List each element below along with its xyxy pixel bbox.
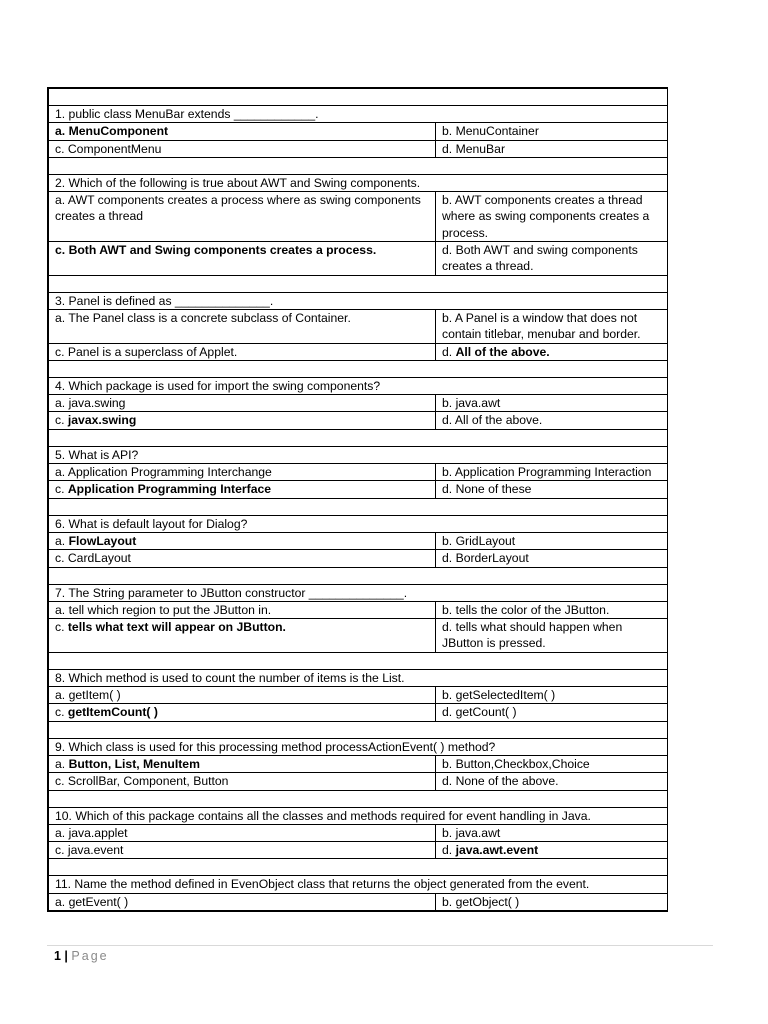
- answer-option: [436, 601, 668, 618]
- option-text: java.awt: [455, 825, 501, 840]
- option-letter: d.: [442, 620, 456, 635]
- option-letter: a.: [55, 465, 68, 480]
- option-letter: c.: [55, 705, 68, 720]
- option-text: Application Programming Interchange: [67, 465, 272, 480]
- option-text: Both AWT and Swing components creates a process.: [68, 243, 377, 258]
- spacer-cell: [49, 360, 668, 377]
- page-footer: [54, 948, 109, 964]
- answer-row: [49, 619, 668, 653]
- option-letter: d.: [442, 705, 456, 720]
- option-letter: a.: [55, 825, 69, 840]
- question-text: 6. What is default layout for Dialog?: [49, 515, 668, 532]
- option-text: FlowLayout: [68, 533, 137, 548]
- option-letter: b.: [442, 465, 455, 480]
- question-row: [49, 446, 668, 463]
- question-row: [49, 292, 668, 309]
- question-row: [49, 876, 668, 893]
- spacer-row: [49, 652, 668, 669]
- option-text: CardLayout: [67, 551, 131, 566]
- answer-option: [436, 824, 668, 841]
- question-row: [49, 377, 668, 394]
- answer-option: [436, 619, 668, 653]
- answer-row: [49, 842, 668, 859]
- option-letter: b.: [442, 756, 456, 771]
- answer-row: [49, 687, 668, 704]
- option-text: AWT components creates a thread where as swing components creates a process.: [442, 193, 650, 240]
- footer-divider: [47, 945, 713, 946]
- answer-row: [49, 550, 668, 567]
- option-text: Application Programming Interaction: [454, 465, 652, 480]
- answer-option: [436, 140, 668, 157]
- answer-option: [49, 309, 436, 343]
- answer-row: [49, 532, 668, 549]
- option-letter: a.: [55, 602, 69, 617]
- option-letter: c.: [55, 243, 69, 258]
- option-text: javax.swing: [67, 413, 137, 428]
- option-letter: b.: [442, 894, 456, 909]
- option-letter: a.: [55, 688, 69, 703]
- question-text: 5. What is API?: [49, 446, 668, 463]
- answer-row: [49, 704, 668, 721]
- option-text: Button,Checkbox,Choice: [455, 756, 590, 771]
- question-row: [49, 106, 668, 123]
- answer-option: [436, 192, 668, 242]
- option-text: None of these: [455, 482, 532, 497]
- answer-option: [436, 550, 668, 567]
- answer-option: [49, 464, 436, 481]
- option-text: ScrollBar, Component, Button: [67, 774, 229, 789]
- answer-row: [49, 601, 668, 618]
- option-letter: c.: [55, 413, 68, 428]
- answer-option: [436, 755, 668, 772]
- answer-row: [49, 755, 668, 772]
- answer-row: [49, 343, 668, 360]
- question-row: [49, 669, 668, 686]
- answer-row: [49, 481, 668, 498]
- answer-row: [49, 123, 668, 140]
- option-text: java.event: [67, 843, 124, 858]
- option-letter: b.: [442, 396, 456, 411]
- spacer-cell: [49, 157, 668, 174]
- question-text: 9. Which class is used for this processing method processActionEvent( ) method?: [49, 738, 668, 755]
- answer-row: [49, 893, 668, 910]
- answer-option: [49, 395, 436, 412]
- option-letter: c.: [55, 551, 68, 566]
- spacer-row: [49, 721, 668, 738]
- spacer-cell: [49, 498, 668, 515]
- option-text: Application Programming Interface: [67, 482, 272, 497]
- option-text: Panel is a superclass of Applet.: [67, 344, 238, 359]
- option-text: ComponentMenu: [67, 141, 162, 156]
- option-letter: b.: [442, 688, 456, 703]
- option-text: tells what text will appear on JButton.: [67, 620, 286, 635]
- option-letter: c.: [55, 482, 68, 497]
- answer-option: [436, 123, 668, 140]
- answer-option: [49, 343, 436, 360]
- answer-option: [49, 755, 436, 772]
- spacer-cell: [49, 721, 668, 738]
- answer-option: [436, 395, 668, 412]
- question-text: 11. Name the method defined in EvenObject class that returns the object generated from the event.: [49, 876, 668, 893]
- option-text: BorderLayout: [455, 551, 529, 566]
- option-text: java.swing: [68, 396, 126, 411]
- answer-option: [49, 824, 436, 841]
- option-letter: a.: [55, 894, 69, 909]
- option-text: GridLayout: [455, 533, 516, 548]
- option-letter: b.: [442, 533, 456, 548]
- option-text: getEvent( ): [68, 894, 129, 909]
- option-text: getObject( ): [455, 894, 520, 909]
- question-text: 3. Panel is defined as ______________.: [49, 292, 668, 309]
- answer-row: [49, 412, 668, 429]
- answer-option: [49, 893, 436, 910]
- option-text: getSelectedItem( ): [455, 688, 556, 703]
- option-text: AWT components creates a process where as swing components creates a thread: [55, 193, 421, 224]
- question-row: [49, 738, 668, 755]
- page-separator: |: [60, 949, 72, 963]
- answer-option: [436, 481, 668, 498]
- option-text: MenuContainer: [455, 124, 539, 139]
- option-text: tells the color of the JButton.: [455, 602, 610, 617]
- quiz-table-container: [47, 87, 668, 912]
- option-letter: a.: [55, 310, 69, 325]
- answer-row: [49, 309, 668, 343]
- option-letter: d.: [442, 141, 456, 156]
- option-text: MenuComponent: [68, 124, 169, 139]
- question-text: 8. Which method is used to count the number of items is the List.: [49, 669, 668, 686]
- option-text: All of the above.: [455, 344, 550, 359]
- option-text: All of the above.: [454, 413, 543, 428]
- option-text: getCount( ): [455, 705, 517, 720]
- option-letter: c.: [55, 774, 68, 789]
- option-text: tells what should happen when JButton is pressed.: [442, 620, 623, 651]
- answer-option: [436, 309, 668, 343]
- spacer-cell: [49, 429, 668, 446]
- spacer-cell: [49, 652, 668, 669]
- quiz-table: [48, 88, 668, 911]
- answer-option: [436, 687, 668, 704]
- answer-option: [49, 773, 436, 790]
- question-text: 7. The String parameter to JButton constructor ______________.: [49, 584, 668, 601]
- spacer-row: [49, 429, 668, 446]
- option-text: java.awt: [455, 396, 501, 411]
- answer-option: [49, 532, 436, 549]
- option-letter: d.: [442, 551, 456, 566]
- question-row: [49, 174, 668, 191]
- spacer-row: [49, 89, 668, 106]
- answer-option: [49, 704, 436, 721]
- spacer-cell: [49, 275, 668, 292]
- spacer-cell: [49, 89, 668, 106]
- answer-row: [49, 192, 668, 242]
- option-letter: d.: [442, 344, 456, 359]
- option-letter: a.: [55, 193, 68, 208]
- option-text: A Panel is a window that does not contain titlebar, menubar and border.: [442, 310, 641, 342]
- answer-option: [436, 343, 668, 360]
- option-text: Button, List, MenuItem: [68, 756, 200, 771]
- option-letter: a.: [55, 124, 69, 139]
- option-letter: c.: [55, 620, 68, 635]
- answer-option: [49, 412, 436, 429]
- spacer-row: [49, 275, 668, 292]
- answer-row: [49, 242, 668, 276]
- option-letter: b.: [442, 602, 456, 617]
- option-text: MenuBar: [455, 141, 506, 156]
- page-number: 1: [54, 949, 61, 963]
- option-letter: b.: [442, 310, 455, 325]
- question-text: 2. Which of the following is true about AWT and Swing components.: [49, 174, 668, 191]
- option-letter: d.: [442, 774, 456, 789]
- spacer-cell: [49, 859, 668, 876]
- option-text: java.awt.event: [455, 843, 539, 858]
- answer-option: [49, 619, 436, 653]
- answer-option: [49, 140, 436, 157]
- spacer-row: [49, 498, 668, 515]
- spacer-row: [49, 360, 668, 377]
- answer-option: [49, 842, 436, 859]
- answer-option: [436, 773, 668, 790]
- option-letter: d.: [442, 243, 456, 258]
- spacer-row: [49, 567, 668, 584]
- spacer-row: [49, 157, 668, 174]
- answer-option: [49, 601, 436, 618]
- option-letter: c.: [55, 344, 68, 359]
- answer-option: [49, 687, 436, 704]
- question-row: [49, 807, 668, 824]
- option-text: getItemCount( ): [67, 705, 158, 720]
- page-label: Page: [71, 949, 109, 963]
- option-letter: b.: [442, 193, 455, 208]
- spacer-cell: [49, 567, 668, 584]
- option-letter: d.: [442, 482, 456, 497]
- answer-option: [436, 464, 668, 481]
- option-text: tell which region to put the JButton in.: [68, 602, 272, 617]
- answer-row: [49, 773, 668, 790]
- option-letter: a.: [55, 396, 69, 411]
- answer-option: [436, 532, 668, 549]
- option-letter: c.: [55, 843, 68, 858]
- answer-row: [49, 395, 668, 412]
- question-text: 1. public class MenuBar extends ____________.: [49, 106, 668, 123]
- option-text: getItem( ): [68, 688, 121, 703]
- option-text: java.applet: [68, 825, 128, 840]
- answer-option: [436, 242, 668, 276]
- answer-option: [436, 704, 668, 721]
- answer-option: [436, 412, 668, 429]
- option-letter: b.: [442, 124, 456, 139]
- option-letter: d.: [442, 413, 455, 428]
- answer-row: [49, 140, 668, 157]
- question-row: [49, 515, 668, 532]
- answer-option: [436, 893, 668, 910]
- answer-row: [49, 464, 668, 481]
- spacer-cell: [49, 790, 668, 807]
- option-letter: d.: [442, 843, 456, 858]
- answer-option: [49, 550, 436, 567]
- answer-row: [49, 824, 668, 841]
- option-letter: a.: [55, 533, 69, 548]
- answer-option: [49, 242, 436, 276]
- spacer-row: [49, 790, 668, 807]
- answer-option: [436, 842, 668, 859]
- spacer-row: [49, 859, 668, 876]
- option-letter: a.: [55, 756, 69, 771]
- option-text: Both AWT and swing components creates a thread.: [442, 243, 638, 274]
- option-text: None of the above.: [455, 774, 559, 789]
- question-row: [49, 584, 668, 601]
- answer-option: [49, 192, 436, 242]
- option-text: The Panel class is a concrete subclass of Container.: [68, 310, 351, 325]
- quiz-table-body: [49, 89, 668, 911]
- answer-option: [49, 123, 436, 140]
- option-letter: c.: [55, 141, 68, 156]
- answer-option: [49, 481, 436, 498]
- option-letter: b.: [442, 825, 456, 840]
- question-text: 10. Which of this package contains all the classes and methods required for event handling in Java.: [49, 807, 668, 824]
- question-text: 4. Which package is used for import the swing components?: [49, 377, 668, 394]
